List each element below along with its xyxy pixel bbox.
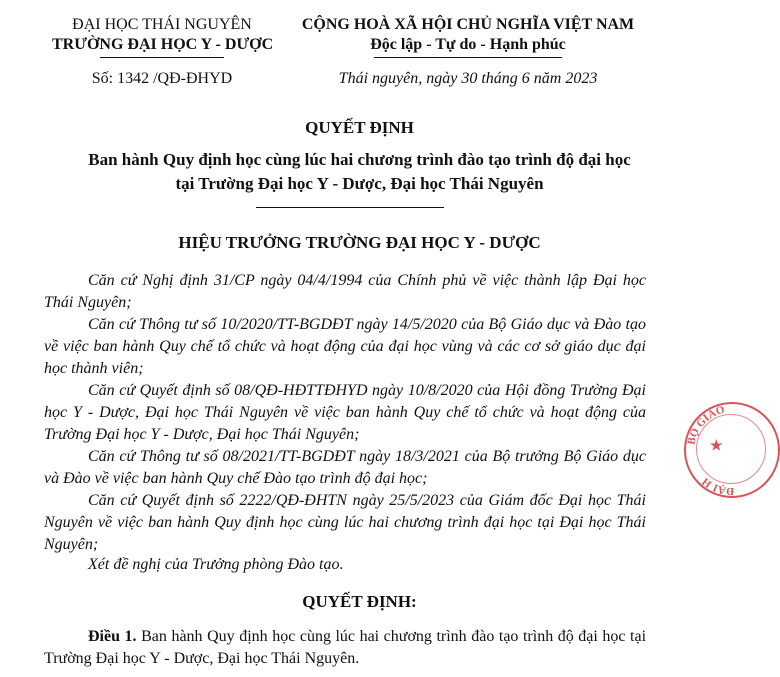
- official-seal: [684, 402, 780, 498]
- seal-star-icon: ★: [710, 439, 723, 454]
- decision-heading: QUYẾT ĐỊNH:: [302, 592, 417, 611]
- decision-title: QUYẾT ĐỊNH: [305, 118, 414, 137]
- seal-text-bottom: ĐẠI H: [699, 475, 735, 498]
- basis-paragraph-4: Căn cứ Thông tư số 08/2021/TT-BGDĐT ngày 18/3/2021 của Bộ trưởng Bộ Giáo dục và Đào về việc ban hành Quy chế Đào tạo trình độ đại học;: [44, 448, 646, 487]
- svg-text:ĐẠI H: [700, 475, 735, 497]
- seal-text-top: BỘ GIÁO: [685, 403, 727, 446]
- article-1-text: Ban hành Quy định học cùng lúc hai chương trình đào tạo trình độ đại học tại Trường Đại học Y - Dược, Đại học Thái Nguyên.: [44, 628, 647, 667]
- issuing-authority: HIỆU TRƯỞNG TRƯỜNG ĐẠI HỌC Y - DƯỢC: [178, 233, 541, 252]
- university-name: ĐẠI HỌC THÁI NGUYÊN: [72, 16, 252, 33]
- national-title: CỘNG HOÀ XÃ HỘI CHỦ NGHĨA VIỆT NAM: [301, 16, 635, 33]
- document-number: Số: 1342 /QĐ-ĐHYD: [91, 70, 233, 87]
- motto-underline: [374, 57, 562, 58]
- basis-paragraph-3: Căn cứ Quyết định số 08/QĐ-HĐTTĐHYD ngày 10/8/2020 của Hội đồng Trường Đại học Y - Dược, Đại học Thái Nguyên về việc ban hành Quy chế tổ chức và hoạt động của Trường Đại học Y - Dược, Đại học Thái Nguyên;: [44, 382, 646, 443]
- school-underline: [100, 57, 224, 58]
- basis-paragraph-2: Căn cứ Thông tư số 10/2020/TT-BGDĐT ngày 14/5/2020 của Bộ Giáo dục và Đào tạo về việc ban hành Quy chế tổ chức và hoạt động của đại học vùng và các cơ sở giáo dục đại học thành viên;: [44, 316, 646, 377]
- article-1-label: Điều 1.: [88, 628, 137, 645]
- subtitle-underline: [256, 207, 444, 208]
- seal-lettering: [684, 402, 780, 498]
- decision-subtitle-line1: Ban hành Quy định học cùng lúc hai chương trình đào tạo trình độ đại học: [88, 150, 631, 169]
- national-motto: Độc lập - Tự do - Hạnh phúc: [370, 36, 566, 53]
- basis-paragraph-5: Căn cứ Quyết định số 2222/QĐ-ĐHTN ngày 25/5/2023 của Giám đốc Đại học Thái Nguyên về việc ban hành Quy định học cùng lúc hai chương trình đại học tại Đại học Thái Nguyên;: [44, 492, 646, 553]
- proposal-paragraph: Xét đề nghị của Trưởng phòng Đào tạo.: [88, 556, 344, 573]
- school-name: TRƯỜNG ĐẠI HỌC Y - DƯỢC: [52, 36, 274, 53]
- basis-paragraph-1: Căn cứ Nghị định 31/CP ngày 04/4/1994 của Chính phủ về việc thành lập Đại học Thái Nguyên;: [44, 272, 646, 311]
- article-1: [44, 626, 646, 670]
- decision-subtitle-line2: tại Trường Đại học Y - Dược, Đại học Thái Nguyên: [175, 174, 544, 193]
- place-date: Thái nguyên, ngày 30 tháng 6 năm 2023: [338, 70, 598, 87]
